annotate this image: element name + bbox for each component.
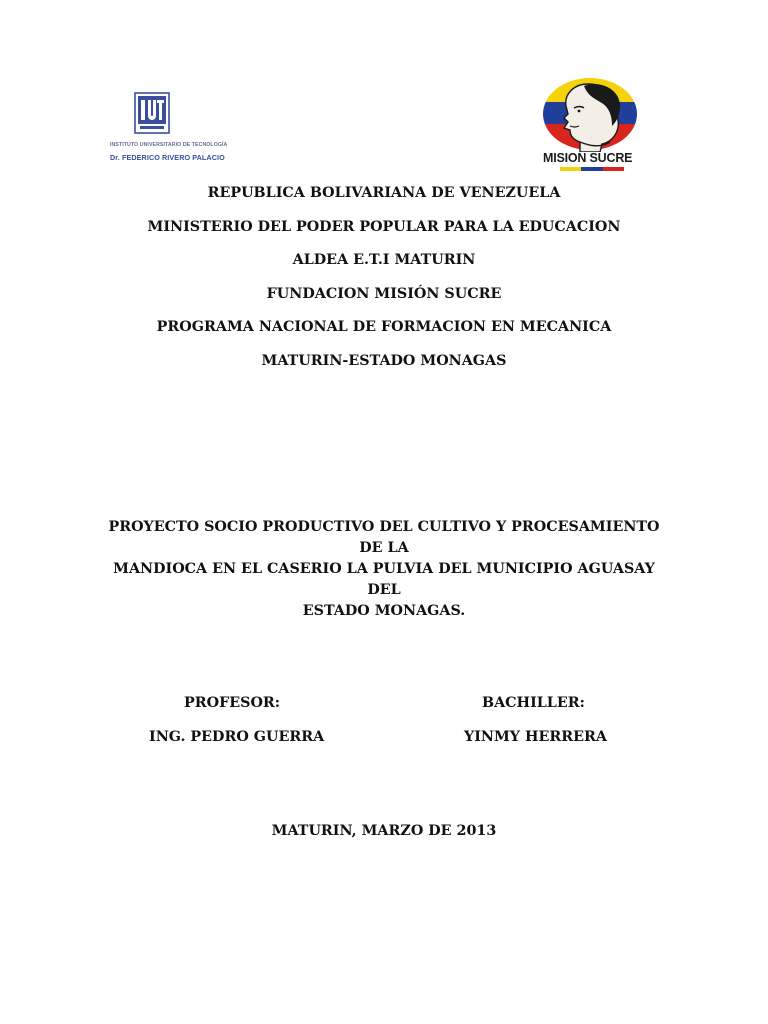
header-location: MATURIN-ESTADO MONAGAS	[261, 353, 507, 369]
professor-name: ING. PEDRO GUERRA	[149, 729, 325, 745]
flag-stripe-icon	[560, 167, 624, 171]
mision-sucre-wordmark	[543, 151, 632, 165]
project-title-line: MANDIOCA EN EL CASERIO LA PULVIA DEL MUNICIPIO AGUASAY DEL	[113, 561, 655, 598]
header-aldea: ALDEA E.T.I MATURIN	[292, 252, 476, 268]
project-title-line: ESTADO MONAGAS.	[302, 603, 466, 619]
iut-emblem-icon	[134, 92, 170, 134]
header-republic: REPUBLICA BOLIVARIANA DE VENEZUELA	[207, 185, 561, 201]
professor-label: PROFESOR:	[184, 695, 281, 711]
header-program: PROGRAMA NACIONAL DE FORMACION EN MECANICA	[156, 319, 612, 335]
brand-sucre: SUCRE	[589, 151, 633, 165]
header-ministry: MINISTERIO DEL PODER POPULAR PARA LA EDUCACION	[147, 219, 621, 235]
project-title	[100, 517, 668, 622]
place-date: MATURIN, MARZO DE 2013	[271, 823, 497, 839]
project-title-line: PROYECTO SOCIO PRODUCTIVO DEL CULTIVO Y PROCESAMIENTO DE LA	[108, 519, 660, 556]
brand-mision: MISION	[543, 151, 587, 165]
mision-sucre-logo	[540, 76, 644, 172]
iut-name-line: Dr. FEDERICO RIVERO PALACIO	[110, 153, 225, 162]
student-name: YINMY HERRERA	[464, 729, 608, 745]
iut-institution-line: INSTITUTO UNIVERSITARIO DE TECNOLOGÍA	[110, 142, 228, 148]
student-label: BACHILLER:	[482, 695, 585, 711]
header-foundation: FUNDACION MISIÓN SUCRE	[266, 286, 502, 302]
mision-sucre-emblem-icon	[540, 76, 644, 152]
iut-logo	[106, 92, 228, 168]
